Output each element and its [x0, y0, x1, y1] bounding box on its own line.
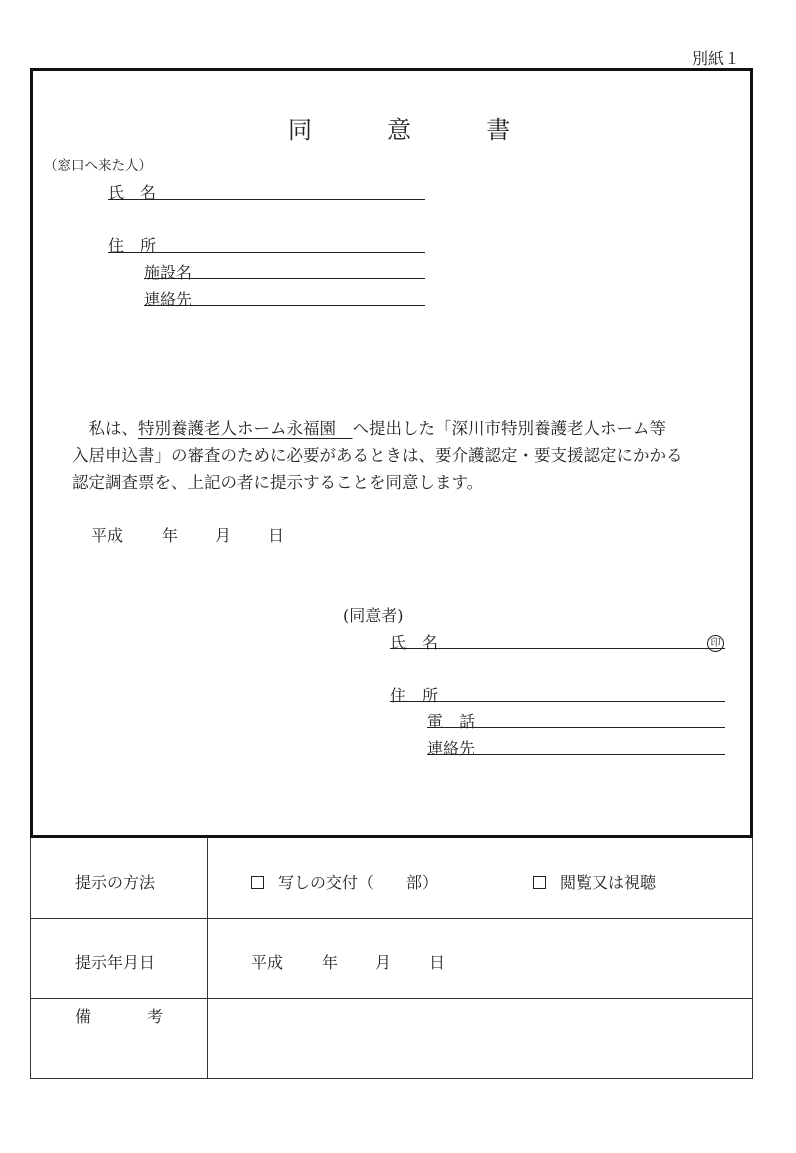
presentation-date-label: 提示年月日 — [75, 953, 156, 972]
visitor-name-label: 氏 名 — [108, 183, 157, 202]
title-char-1: 同 — [288, 116, 312, 144]
table-row-divider-2 — [30, 998, 753, 999]
consenter-phone-label: 電 話 — [427, 712, 476, 731]
method-option-view-label: 閲覧又は視聴 — [560, 873, 657, 892]
consent-date-era: 平成 — [91, 526, 124, 545]
presentation-date-day: 日 — [429, 953, 446, 972]
table-left-border — [30, 838, 31, 1079]
consent-date-day: 日 — [268, 526, 285, 545]
visitor-contact-label: 連絡先 — [144, 290, 193, 309]
method-option-copy-label: 写しの交付（ 部） — [278, 873, 439, 892]
consenter-phone-field[interactable] — [427, 727, 725, 728]
remarks-field[interactable] — [210, 1001, 750, 1076]
visitor-contact-field[interactable] — [144, 305, 425, 306]
consenter-name-field[interactable] — [390, 648, 725, 649]
consenter-address-label: 住 所 — [390, 686, 439, 705]
consent-line1-tail: へ提出した「深川市特別養護老人ホーム等 — [352, 419, 666, 438]
visitor-name-field[interactable] — [108, 199, 425, 200]
table-column-divider — [207, 838, 208, 1079]
consent-date-year: 年 — [162, 526, 179, 545]
visitor-facility-label: 施設名 — [144, 263, 193, 282]
visitor-section-label: （窓口へ来た人） — [44, 158, 152, 174]
title-char-2: 意 — [387, 116, 412, 144]
consenter-address-field[interactable] — [390, 701, 725, 702]
consenter-contact-field[interactable] — [427, 754, 725, 755]
facility-name: 特別養護老人ホーム永福園 — [138, 419, 336, 438]
consent-text-line-2: 入居申込書」の審査のために必要があるときは、要介護認定・要支援認定にかかる — [72, 446, 683, 465]
remarks-label-left: 備 — [75, 1007, 92, 1026]
title-char-3: 書 — [486, 116, 511, 144]
method-option-copy[interactable] — [251, 870, 438, 893]
table-row-divider-1 — [30, 918, 753, 919]
consenter-contact-label: 連絡先 — [427, 739, 476, 758]
visitor-address-field[interactable] — [108, 252, 425, 253]
consenter-name-label: 氏 名 — [390, 633, 439, 652]
presentation-date-era: 平成 — [251, 953, 284, 972]
visitor-facility-field[interactable] — [144, 278, 425, 279]
consent-text-line-3: 認定調査票を、上記の者に提示することを同意します。 — [72, 473, 484, 492]
consenter-section-label: (同意者) — [343, 606, 404, 625]
method-option-view[interactable] — [533, 870, 656, 893]
presentation-date-month: 月 — [375, 953, 392, 972]
view-checkbox[interactable] — [533, 876, 546, 889]
visitor-address-label: 住 所 — [108, 236, 157, 255]
table-right-border — [752, 838, 753, 1079]
consent-lead: 私は、 — [72, 419, 138, 438]
consent-date-month: 月 — [215, 526, 232, 545]
presentation-date-year: 年 — [322, 953, 339, 972]
attachment-label: 別紙１ — [692, 49, 741, 68]
copy-checkbox[interactable] — [251, 876, 264, 889]
consent-text-line-1 — [72, 415, 666, 442]
remarks-label-right: 考 — [147, 1007, 164, 1026]
document-title — [288, 110, 510, 145]
facility-name-spacer — [336, 419, 353, 438]
seal-icon: 印 — [707, 635, 724, 652]
table-bottom-border — [30, 1078, 753, 1079]
method-label: 提示の方法 — [75, 873, 156, 892]
